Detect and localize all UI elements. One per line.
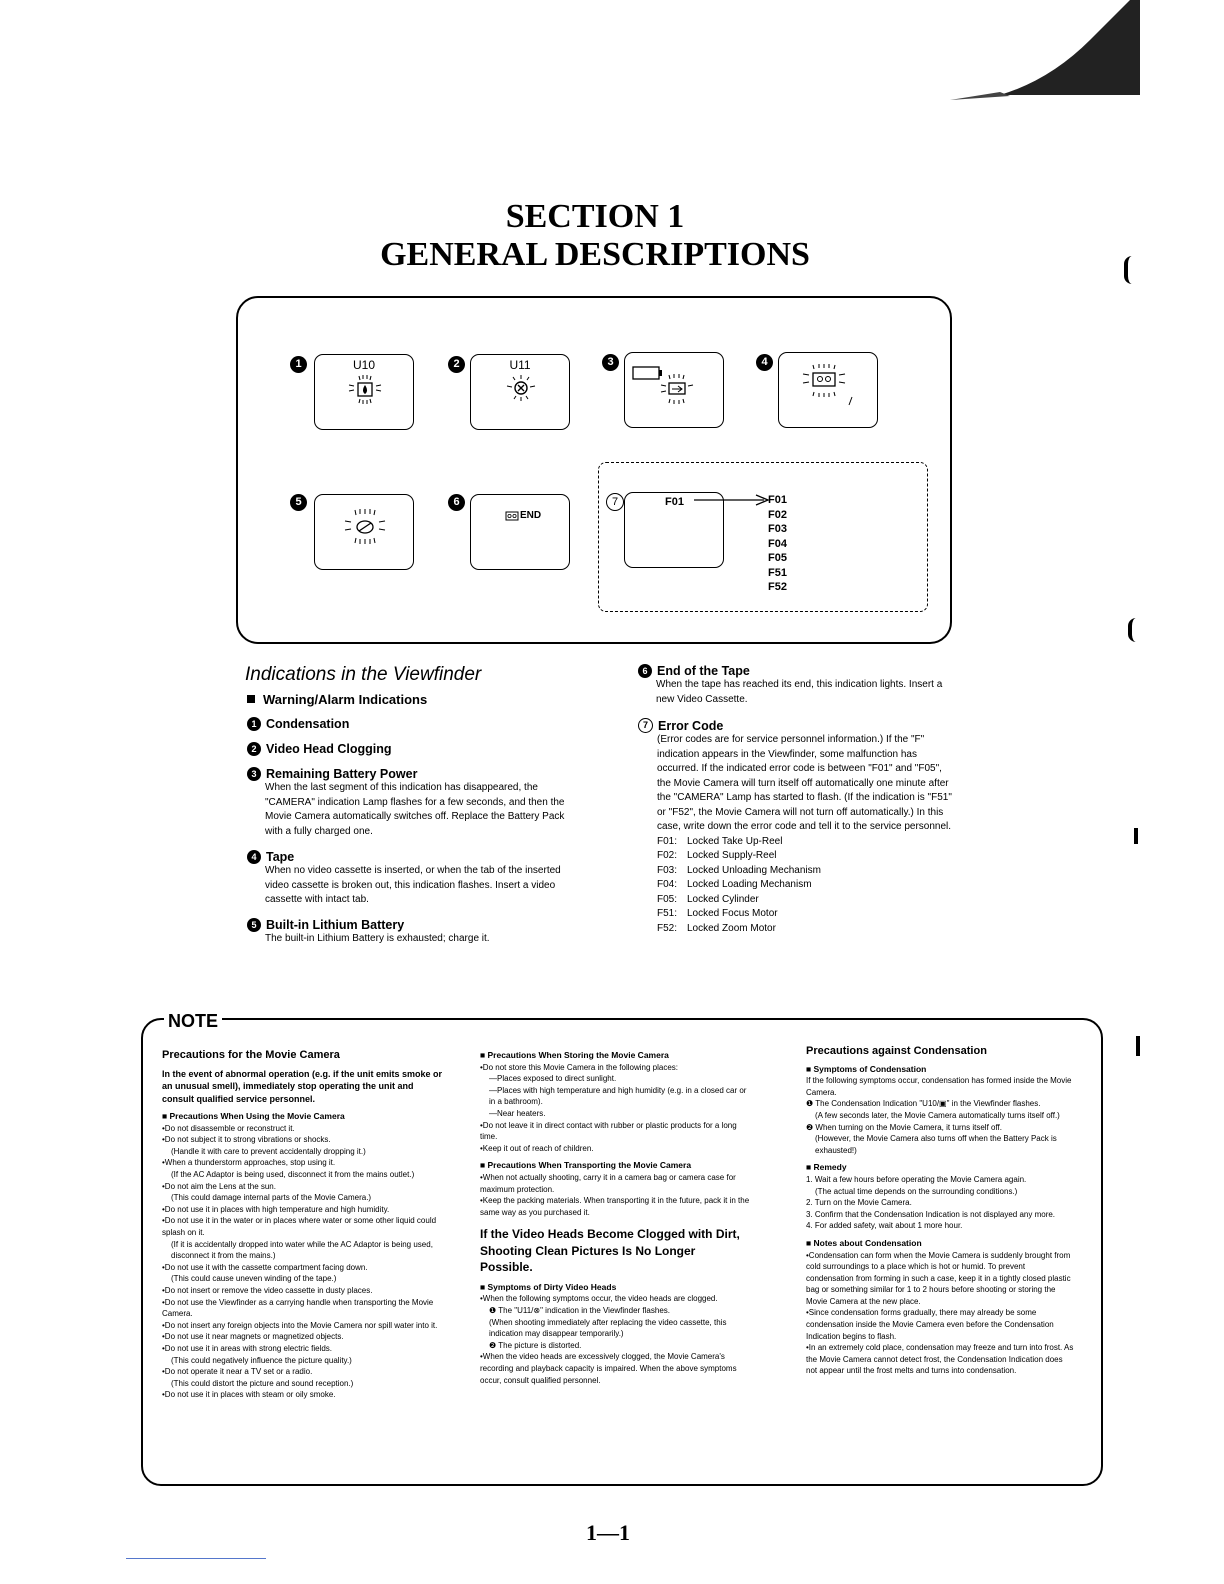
item-lithium bbox=[247, 918, 577, 947]
viewfinder-screen-tape bbox=[778, 352, 878, 428]
note-line: •Do not use it in places with steam or oily smoke. bbox=[162, 1390, 336, 1400]
subheading: ■ Symptoms of Condensation bbox=[806, 1063, 927, 1074]
column-lines bbox=[806, 1174, 1074, 1232]
error-code-row bbox=[657, 878, 958, 893]
subheading: ■ Notes about Condensation bbox=[806, 1237, 922, 1248]
note-label: NOTE bbox=[164, 1011, 222, 1032]
item-number: 2 bbox=[247, 742, 261, 756]
error-code-desc: Locked Cylinder bbox=[687, 893, 759, 905]
note-line: (This could cause uneven winding of the tape.) bbox=[171, 1274, 337, 1284]
item-number: 1 bbox=[247, 717, 261, 731]
item-title: End of the Tape bbox=[657, 664, 750, 678]
note-line: (A few seconds later, the Movie Camera automatically turns itself off.) bbox=[815, 1110, 1060, 1120]
column-lines bbox=[480, 1062, 750, 1155]
note-line: 3. Confirm that the Condensation Indication is not displayed any more. bbox=[806, 1209, 1056, 1219]
indicator-number-7: 7 bbox=[606, 493, 624, 511]
item-title: Condensation bbox=[266, 717, 350, 731]
note-line: (However, the Movie Camera also turns off when the Battery Pack is exhausted!) bbox=[815, 1134, 1057, 1155]
error-code-desc: Locked Zoom Motor bbox=[687, 922, 776, 934]
item-title: Video Head Clogging bbox=[266, 742, 392, 756]
error-code-desc: Locked Supply-Reel bbox=[687, 850, 777, 861]
column-lines bbox=[162, 1123, 444, 1401]
footer-rule bbox=[126, 1558, 266, 1559]
indicator-number-3: 3 bbox=[602, 354, 619, 371]
error-code-desc: Locked Take Up-Reel bbox=[687, 835, 783, 847]
item-battery bbox=[247, 767, 577, 839]
note-line: •Keep the packing materials. When transporting it in the future, pack it in the same way as you purchased it. bbox=[480, 1196, 750, 1217]
error-code-row bbox=[657, 849, 958, 864]
error-code-key: F05: bbox=[657, 893, 678, 905]
error-code-row bbox=[657, 864, 958, 879]
note-line: •Do not operate it near a TV set or a radio. bbox=[162, 1367, 313, 1377]
indicator-number-4: 4 bbox=[756, 354, 773, 371]
note-line: —Near heaters. bbox=[489, 1108, 546, 1118]
viewfinder-screen-lithium bbox=[314, 494, 414, 570]
note-line: •Do not insert or remove the video cassette in dusty places. bbox=[162, 1286, 373, 1295]
error-code: F02 bbox=[768, 508, 787, 521]
error-code: F03 bbox=[768, 523, 787, 535]
note-line: •Do not use it in areas with strong electric fields. bbox=[162, 1343, 332, 1353]
error-code: F52 bbox=[768, 581, 787, 593]
note-column-2 bbox=[480, 1050, 750, 1386]
item-text: When the tape has reached its end, this indication lights. Insert a new Video Cassette. bbox=[656, 679, 943, 705]
battery-icon bbox=[631, 361, 721, 421]
note-line: •Condensation can form when the Movie Camera is suddenly brought from cold surroundings to a place which is hot or humid. To prevent condensation from forming in such a case, keep it in a tightly closed plastic bag or something similar for 1 to 2 hours before shooting or storing the Movie Camera at the new place. bbox=[806, 1250, 1071, 1306]
screen-label-end: END bbox=[520, 510, 542, 521]
screen-error-code: F01 bbox=[665, 496, 684, 508]
error-code-key: F04: bbox=[657, 879, 678, 890]
section-number: SECTION 1 bbox=[505, 198, 685, 235]
note-line: •Keep it out of reach of children. bbox=[480, 1143, 594, 1153]
note-line: •When a thunderstorm approaches, stop using it. bbox=[162, 1158, 336, 1168]
error-code-key: F01: bbox=[657, 835, 678, 847]
note-line: 2. Turn on the Movie Camera. bbox=[806, 1198, 912, 1208]
note-line: •Do not use it near magnets or magnetized objects. bbox=[162, 1332, 344, 1342]
viewfinder-screen-end bbox=[470, 494, 570, 570]
note-line: —Places exposed to direct sunlight. bbox=[489, 1074, 617, 1084]
screen-label-u10: U10 bbox=[352, 358, 375, 372]
note-line: •When not actually shooting, carry it in a camera bag or camera case for maximum protection. bbox=[480, 1172, 736, 1194]
item-text: When the last segment of this indication has disappeared, the "CAMERA" indication Lamp flashes for a few seconds, and then the Movie Camera automatically switches off. Replace the Battery Pack with a fully charged one. bbox=[265, 782, 565, 837]
column-lines bbox=[806, 1250, 1074, 1378]
subheading-text: Precautions When Storing the Movie Camera bbox=[487, 1050, 669, 1060]
note-line: 1. Wait a few hours before operating the Movie Camera again. bbox=[806, 1174, 1027, 1184]
subheading: ■ Precautions When Using the Movie Camera bbox=[162, 1111, 345, 1122]
column-lines bbox=[480, 1172, 750, 1218]
indicator-number-1: 1 bbox=[290, 356, 307, 373]
item-condensation bbox=[247, 717, 349, 731]
viewfinder-screen-battery bbox=[624, 352, 724, 428]
item-title: Remaining Battery Power bbox=[266, 767, 418, 781]
note-line: ❶ The Condensation Indication "U10/▣" in the Viewfinder flashes. bbox=[806, 1099, 1041, 1109]
item-title: Tape bbox=[266, 850, 295, 864]
warning-heading-text: Warning/Alarm Indications bbox=[263, 692, 428, 707]
note-line: (When shooting immediately after replacing the video cassette, this indication may disappear temporarily.) bbox=[489, 1317, 727, 1339]
error-code-row bbox=[657, 893, 958, 908]
indicator-number-6: 6 bbox=[448, 494, 465, 511]
viewfinder-screen-condensation bbox=[314, 354, 414, 430]
screen-label-u11: U11 bbox=[509, 358, 531, 372]
subheading-text: Precautions When Transporting the Movie Camera bbox=[487, 1160, 692, 1171]
note-line: (This could negatively influence the picture quality.) bbox=[171, 1355, 352, 1365]
item-end-tape bbox=[638, 664, 948, 707]
arrow-icon bbox=[694, 494, 770, 506]
error-code-key: F52: bbox=[657, 922, 678, 934]
item-number: 3 bbox=[247, 767, 261, 781]
note-line: If the following symptoms occur, condensation has formed inside the Movie Camera. bbox=[806, 1076, 1072, 1097]
item-text: (Error codes are for service personnel information.) If the "F" indication appears in the Viewfinder, some malfunction has occurred. If the indicated error code is between "F01" and "F05", the Movie Camera will turn itself off automatically one minute after the "CAMERA" Lamp has started to flash. (If the indication is "F51" or "F52", the Movie Camera will not turn off automatically.) In this case, write down the error code and tell it to the service personnel. bbox=[657, 734, 952, 832]
note-line: (If the AC Adaptor is being used, disconnect it from the mains outlet.) bbox=[171, 1170, 415, 1180]
subheading-text: Remedy bbox=[813, 1162, 847, 1173]
item-title: Error Code bbox=[658, 718, 724, 733]
note-line: •When the video heads are excessively clogged, the Movie Camera's recording and playback capacity is impaired. When the above symptoms occur, consult qualified personnel. bbox=[480, 1352, 737, 1385]
note-line: •Do not leave it in direct contact with rubber or plastic products for a long time. bbox=[480, 1120, 737, 1142]
head-clogging-icon bbox=[503, 375, 539, 401]
column-lines bbox=[480, 1293, 750, 1386]
item-number: 6 bbox=[638, 664, 652, 678]
error-code-desc: Locked Unloading Mechanism bbox=[687, 864, 821, 876]
item-number: 4 bbox=[247, 850, 261, 864]
page-title: GENERAL DESCRIPTIONS bbox=[380, 236, 810, 273]
note-column-1 bbox=[162, 1050, 444, 1401]
subheading-text: Precautions When Using the Movie Camera bbox=[169, 1111, 345, 1122]
column-lines bbox=[806, 1075, 1074, 1156]
column-heading: Precautions for the Movie Camera bbox=[162, 1049, 340, 1061]
note-line: •Do not use it in places with high temperature and high humidity. bbox=[162, 1204, 390, 1214]
error-code: F51 bbox=[768, 566, 787, 579]
subheading: ■ Symptoms of Dirty Video Heads bbox=[480, 1281, 617, 1292]
note-column-3 bbox=[806, 1046, 1074, 1377]
note-line: ❶ The "U11/⊗" indication in the Viewfinder flashes. bbox=[489, 1306, 670, 1315]
note-line: (This could distort the picture and sound reception.) bbox=[171, 1378, 354, 1388]
viewfinder-heading: Indications in the Viewfinder bbox=[245, 664, 482, 685]
note-line: ❷ The picture is distorted. bbox=[489, 1340, 582, 1350]
error-code-row bbox=[657, 907, 958, 922]
warning-text: In the event of abnormal operation (e.g. if the unit emits smoke or an unusual smell), immediately stop operating the unit and consult qualified service personnel. bbox=[162, 1068, 443, 1104]
error-code-key: F03: bbox=[657, 864, 678, 876]
item-number: 7 bbox=[638, 718, 653, 733]
warning-heading bbox=[247, 692, 427, 707]
note-line: •Do not store this Movie Camera in the following places: bbox=[480, 1062, 679, 1072]
subheading-text: Symptoms of Condensation bbox=[813, 1063, 927, 1074]
note-line: •Do not use it in the water or in places where water or some other liquid could splash on it. bbox=[162, 1216, 437, 1238]
subheading: ■ Precautions When Storing the Movie Camera bbox=[480, 1050, 669, 1060]
note-line: 4. For added safety, wait about 1 more hour. bbox=[806, 1221, 963, 1231]
item-text: When no video cassette is inserted, or when the tab of the inserted video cassette is broken out, this indication flashes. Insert a video cassette with intact tab. bbox=[265, 865, 561, 905]
tape-cassette-icon bbox=[793, 359, 877, 419]
error-code-list bbox=[768, 493, 787, 595]
viewfinder-screen-head-clogging bbox=[470, 354, 570, 430]
margin-mark bbox=[1128, 618, 1140, 642]
error-code: F05 bbox=[768, 552, 787, 564]
clogged-heads-heading: If the Video Heads Become Clogged with Dirt, Shooting Clean Pictures Is No Longer Possible. bbox=[480, 1227, 740, 1275]
condensation-icon bbox=[345, 375, 385, 405]
item-head-clogging bbox=[247, 742, 391, 756]
error-code-row bbox=[657, 922, 958, 937]
note-line: •Do not disassemble or reconstruct it. bbox=[162, 1123, 295, 1133]
note-line: •When the following symptoms occur, the video heads are clogged. bbox=[480, 1294, 718, 1304]
error-code-descriptions bbox=[657, 835, 958, 937]
margin-mark bbox=[1124, 256, 1136, 284]
page-number: 1—1 bbox=[586, 1520, 630, 1545]
note-line: •Do not use it with the cassette compartment facing down. bbox=[162, 1262, 368, 1272]
note-line: •Do not subject it to strong vibrations or shocks. bbox=[162, 1135, 331, 1145]
error-code-key: F02: bbox=[657, 850, 678, 861]
indicator-number-2: 2 bbox=[448, 356, 465, 373]
note-line: •Do not aim the Lens at the sun. bbox=[162, 1181, 276, 1191]
note-line: (This could damage internal parts of the Movie Camera.) bbox=[171, 1193, 372, 1203]
margin-mark bbox=[1136, 1036, 1140, 1056]
column-heading: Precautions against Condensation bbox=[806, 1045, 987, 1057]
margin-mark bbox=[1134, 828, 1138, 844]
item-text: The built-in Lithium Battery is exhausted; charge it. bbox=[265, 933, 490, 944]
error-code: F04 bbox=[768, 537, 787, 550]
error-code-desc: Locked Loading Mechanism bbox=[687, 879, 812, 890]
viewfinder-panel bbox=[236, 296, 952, 644]
error-code: F01 bbox=[768, 494, 787, 506]
note-line: —Places with high temperature and high humidity (e.g. in a closed car or in a bathroom). bbox=[489, 1085, 747, 1107]
note-line: (If it is accidentally dropped into water while the AC Adaptor is being used, disconnect it from the mains.) bbox=[171, 1239, 433, 1261]
subheading-text: Symptoms of Dirty Video Heads bbox=[487, 1281, 617, 1292]
note-line: •In an extremely cold place, condensation may freeze and turn into frost. As the Movie Camera cannot detect frost, the Condensation Indication does not appear until the frost melts and turns into condensation. bbox=[806, 1343, 1074, 1376]
item-tape bbox=[247, 850, 577, 908]
error-code-key: F51: bbox=[657, 908, 678, 919]
indicator-number-5: 5 bbox=[290, 494, 307, 511]
scan-artifact bbox=[850, 0, 1140, 110]
error-code-desc: Locked Focus Motor bbox=[687, 908, 778, 919]
subheading: ■ Precautions When Transporting the Movie Camera bbox=[480, 1160, 692, 1171]
item-title: Built-in Lithium Battery bbox=[266, 918, 405, 932]
item-number: 5 bbox=[247, 918, 261, 932]
note-line: •Do not use the Viewfinder as a carrying handle when transporting the Movie Camera. bbox=[162, 1297, 434, 1319]
end-tape-icon bbox=[505, 511, 519, 521]
note-line: (The actual time depends on the surrounding conditions.) bbox=[815, 1186, 1018, 1196]
error-code-row bbox=[657, 835, 958, 850]
lithium-battery-icon bbox=[335, 503, 395, 553]
subheading-text: Notes about Condensation bbox=[813, 1237, 922, 1248]
note-line: (Handle it with care to prevent accidentally dropping it.) bbox=[171, 1146, 366, 1156]
square-bullet-icon bbox=[247, 695, 255, 703]
item-error-code bbox=[638, 718, 958, 936]
note-line: •Since condensation forms gradually, there may already be some condensation inside the Movie Camera even before the Condensation Indication begins to flash. bbox=[806, 1308, 1054, 1341]
note-line: ❷ When turning on the Movie Camera, it turns itself off. bbox=[806, 1122, 1002, 1132]
subheading: ■ Remedy bbox=[806, 1162, 847, 1173]
note-line: •Do not insert any foreign objects into the Movie Camera nor spill water into it. bbox=[162, 1320, 438, 1330]
